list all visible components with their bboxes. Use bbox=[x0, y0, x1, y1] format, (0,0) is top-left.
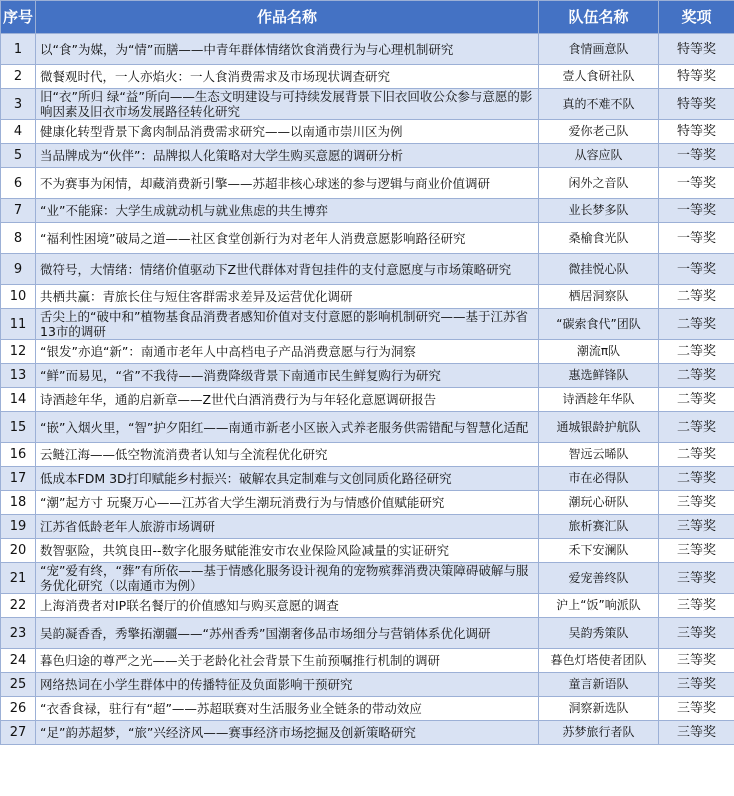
row-number: 6 bbox=[1, 168, 36, 199]
row-number: 25 bbox=[1, 673, 36, 697]
work-title: 低成本FDM 3D打印赋能乡村振兴：破解农具定制难与文创同质化路径研究 bbox=[36, 467, 539, 491]
award-level: 二等奖 bbox=[659, 443, 734, 467]
row-number: 24 bbox=[1, 649, 36, 673]
award-level: 二等奖 bbox=[659, 309, 734, 340]
row-number: 5 bbox=[1, 144, 36, 168]
table-row bbox=[1, 594, 734, 618]
team-name: 桑榆食光队 bbox=[539, 223, 659, 254]
work-title: 舌尖上的“破中和”植物基食品消费者感知价值对支付意愿的影响机制研究——基于江苏省13市的调研 bbox=[36, 309, 539, 340]
work-title: “衣香食禄，驻行有“超”——苏超联赛对生活服务业全链条的带动效应 bbox=[36, 697, 539, 721]
award-level: 二等奖 bbox=[659, 285, 734, 309]
row-number: 23 bbox=[1, 618, 36, 649]
table-header-row bbox=[1, 1, 734, 34]
work-title: “福利性困境”破局之道——社区食堂创新行为对老年人消费意愿影响路径研究 bbox=[36, 223, 539, 254]
work-title: “足”韵苏超梦，“旅”兴经济风——赛事经济市场挖掘及创新策略研究 bbox=[36, 721, 539, 745]
work-title: “业”不能寐：大学生成就动机与就业焦虑的共生博弈 bbox=[36, 199, 539, 223]
award-level: 三等奖 bbox=[659, 594, 734, 618]
award-level: 三等奖 bbox=[659, 721, 734, 745]
team-name: “碳索食代”团队 bbox=[539, 309, 659, 340]
team-name: 爱宠善终队 bbox=[539, 563, 659, 594]
team-name: 爱你老己队 bbox=[539, 120, 659, 144]
award-level: 二等奖 bbox=[659, 340, 734, 364]
table-row bbox=[1, 412, 734, 443]
header-team: 队伍名称 bbox=[539, 1, 659, 34]
row-number: 7 bbox=[1, 199, 36, 223]
header-award: 奖项 bbox=[659, 1, 734, 34]
team-name: 真的不难不队 bbox=[539, 89, 659, 120]
award-level: 三等奖 bbox=[659, 673, 734, 697]
team-name: 潮玩心研队 bbox=[539, 491, 659, 515]
table-row bbox=[1, 223, 734, 254]
work-title: 当品牌成为“伙伴”：品牌拟人化策略对大学生购买意愿的调研分析 bbox=[36, 144, 539, 168]
work-title: 共栖共赢：青旅长住与短住客群需求差异及运营优化调研 bbox=[36, 285, 539, 309]
team-name: 食情画意队 bbox=[539, 34, 659, 65]
award-level: 一等奖 bbox=[659, 199, 734, 223]
work-title: 诗酒趁年华，通韵启新章——Z世代白酒消费行为与年轻化意愿调研报告 bbox=[36, 388, 539, 412]
table-row bbox=[1, 539, 734, 563]
table-row bbox=[1, 254, 734, 285]
team-name: 沪上“饭”响派队 bbox=[539, 594, 659, 618]
row-number: 9 bbox=[1, 254, 36, 285]
award-level: 一等奖 bbox=[659, 223, 734, 254]
team-name: 童言新语队 bbox=[539, 673, 659, 697]
table-row bbox=[1, 340, 734, 364]
team-name: 吴韵秀策队 bbox=[539, 618, 659, 649]
award-level: 三等奖 bbox=[659, 618, 734, 649]
award-level: 特等奖 bbox=[659, 120, 734, 144]
table-row bbox=[1, 34, 734, 65]
table-row bbox=[1, 168, 734, 199]
row-number: 13 bbox=[1, 364, 36, 388]
table-row bbox=[1, 364, 734, 388]
work-title: 以“食”为媒，为“情”而膳——中青年群体情绪饮食消费行为与心理机制研究 bbox=[36, 34, 539, 65]
header-title: 作品名称 bbox=[36, 1, 539, 34]
team-name: 通城银龄护航队 bbox=[539, 412, 659, 443]
row-number: 10 bbox=[1, 285, 36, 309]
team-name: 微挂悦心队 bbox=[539, 254, 659, 285]
team-name: 暮色灯塔使者团队 bbox=[539, 649, 659, 673]
row-number: 12 bbox=[1, 340, 36, 364]
team-name: 闲外之音队 bbox=[539, 168, 659, 199]
award-level: 三等奖 bbox=[659, 539, 734, 563]
award-level: 二等奖 bbox=[659, 412, 734, 443]
work-title: “银发”亦追“新”：南通市老年人中高档电子产品消费意愿与行为洞察 bbox=[36, 340, 539, 364]
table-row bbox=[1, 388, 734, 412]
row-number: 8 bbox=[1, 223, 36, 254]
row-number: 2 bbox=[1, 65, 36, 89]
award-level: 三等奖 bbox=[659, 563, 734, 594]
team-name: 市在必得队 bbox=[539, 467, 659, 491]
table-row bbox=[1, 443, 734, 467]
table-row bbox=[1, 285, 734, 309]
work-title: 数智驱险，共筑良田--数字化服务赋能淮安市农业保险风险减量的实证研究 bbox=[36, 539, 539, 563]
row-number: 4 bbox=[1, 120, 36, 144]
work-title: 江苏省低龄老年人旅游市场调研 bbox=[36, 515, 539, 539]
work-title: 网络热词在小学生群体中的传播特征及负面影响干预研究 bbox=[36, 673, 539, 697]
row-number: 14 bbox=[1, 388, 36, 412]
work-title: “宠”爱有终，“葬”有所依——基于情感化服务设计视角的宠物殡葬消费决策障碍破解与服务优化研究（以南通市为例） bbox=[36, 563, 539, 594]
work-title: “潮”起方寸 玩聚万心——江苏省大学生潮玩消费行为与情感价值赋能研究 bbox=[36, 491, 539, 515]
award-level: 特等奖 bbox=[659, 89, 734, 120]
table-row bbox=[1, 515, 734, 539]
work-title: 吴韵凝香香，秀擎拓潮疆——“苏州香秀”国潮奢侈品市场细分与营销体系优化调研 bbox=[36, 618, 539, 649]
table-row bbox=[1, 563, 734, 594]
work-title: 云鲢江海——低空物流消费者认知与全流程优化研究 bbox=[36, 443, 539, 467]
work-title: 上海消费者对IP联名餐厅的价值感知与购买意愿的调查 bbox=[36, 594, 539, 618]
row-number: 16 bbox=[1, 443, 36, 467]
team-name: 苏梦旅行者队 bbox=[539, 721, 659, 745]
row-number: 19 bbox=[1, 515, 36, 539]
table-body bbox=[1, 34, 734, 745]
work-title: 健康化转型背景下禽肉制品消费需求研究——以南通市崇川区为例 bbox=[36, 120, 539, 144]
team-name: 栖居洞察队 bbox=[539, 285, 659, 309]
team-name: 洞察新选队 bbox=[539, 697, 659, 721]
work-title: 暮色归途的尊严之光——关于老龄化社会背景下生前预嘱推行机制的调研 bbox=[36, 649, 539, 673]
award-level: 三等奖 bbox=[659, 697, 734, 721]
team-name: 旅析赛汇队 bbox=[539, 515, 659, 539]
work-title: 微符号，大情绪：情绪价值驱动下Z世代群体对背包挂件的支付意愿度与市场策略研究 bbox=[36, 254, 539, 285]
table-row bbox=[1, 89, 734, 120]
team-name: 智远云晞队 bbox=[539, 443, 659, 467]
row-number: 26 bbox=[1, 697, 36, 721]
team-name: 潮流π队 bbox=[539, 340, 659, 364]
row-number: 27 bbox=[1, 721, 36, 745]
table-row bbox=[1, 309, 734, 340]
award-level: 二等奖 bbox=[659, 467, 734, 491]
row-number: 22 bbox=[1, 594, 36, 618]
award-level: 一等奖 bbox=[659, 254, 734, 285]
award-level: 一等奖 bbox=[659, 168, 734, 199]
award-level: 特等奖 bbox=[659, 34, 734, 65]
team-name: 从容应队 bbox=[539, 144, 659, 168]
row-number: 17 bbox=[1, 467, 36, 491]
table-row bbox=[1, 673, 734, 697]
award-level: 三等奖 bbox=[659, 515, 734, 539]
table-row bbox=[1, 65, 734, 89]
table-row bbox=[1, 649, 734, 673]
award-level: 二等奖 bbox=[659, 388, 734, 412]
table-row bbox=[1, 618, 734, 649]
work-title: 旧“衣”所归 绿“益”所向——生态文明建设与可持续发展背景下旧衣回收公众参与意愿的影响因素及旧衣市场发展路径转化研究 bbox=[36, 89, 539, 120]
team-name: 业长梦多队 bbox=[539, 199, 659, 223]
row-number: 21 bbox=[1, 563, 36, 594]
work-title: 不为赛事为闲情，却藏消费新引擎——苏超非核心球迷的参与逻辑与商业价值调研 bbox=[36, 168, 539, 199]
table-row bbox=[1, 491, 734, 515]
award-level: 二等奖 bbox=[659, 364, 734, 388]
work-title: 微餐观时代，一人亦焰火：一人食消费需求及市场现状调查研究 bbox=[36, 65, 539, 89]
award-level: 特等奖 bbox=[659, 65, 734, 89]
table-row bbox=[1, 144, 734, 168]
work-title: “鲜”而易见，“省”不我待——消费降级背景下南通市民生鲜复购行为研究 bbox=[36, 364, 539, 388]
team-name: 禾下安澜队 bbox=[539, 539, 659, 563]
award-level: 一等奖 bbox=[659, 144, 734, 168]
table-row bbox=[1, 120, 734, 144]
table-row bbox=[1, 721, 734, 745]
table-row bbox=[1, 199, 734, 223]
row-number: 20 bbox=[1, 539, 36, 563]
row-number: 1 bbox=[1, 34, 36, 65]
team-name: 壹人食研社队 bbox=[539, 65, 659, 89]
team-name: 惠选鲜锋队 bbox=[539, 364, 659, 388]
table-row bbox=[1, 697, 734, 721]
header-no: 序号 bbox=[1, 1, 36, 34]
table-row bbox=[1, 467, 734, 491]
row-number: 3 bbox=[1, 89, 36, 120]
team-name: 诗酒趁年华队 bbox=[539, 388, 659, 412]
work-title: “嵌”入烟火里，“智”护夕阳红——南通市新老小区嵌入式养老服务供需错配与智慧化适配 bbox=[36, 412, 539, 443]
row-number: 18 bbox=[1, 491, 36, 515]
row-number: 11 bbox=[1, 309, 36, 340]
award-level: 三等奖 bbox=[659, 649, 734, 673]
award-level: 三等奖 bbox=[659, 491, 734, 515]
row-number: 15 bbox=[1, 412, 36, 443]
